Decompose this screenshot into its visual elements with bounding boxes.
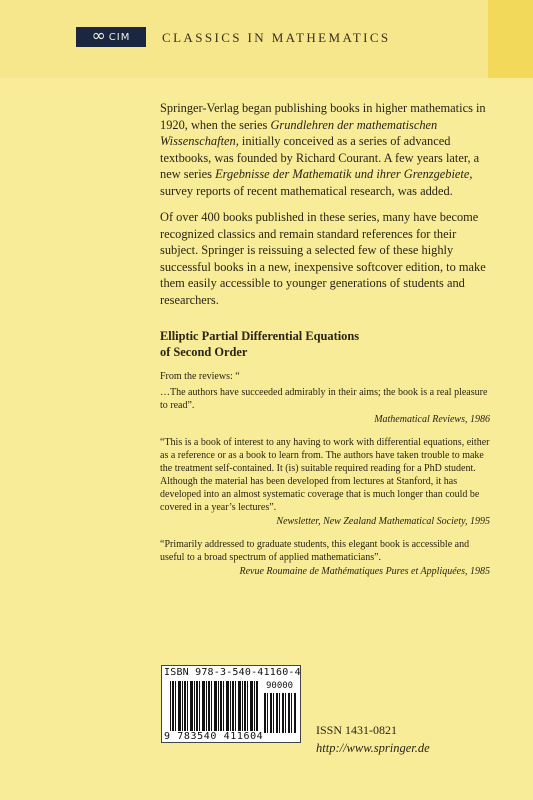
series-name: Ergebnisse der Mathematik und ihrer Grenzgebiete, [215,167,473,181]
barcode-ean-digits: 9 783540 411604 [164,731,264,742]
book-title-line-2: of Second Order [160,345,248,359]
cover-edge-strip [488,0,533,78]
intro-text-segment: initially conceived as a series of advanced textbooks, was founded by Richard Courant. A few years later, a new series [160,134,480,181]
barcode-addon-bars [264,693,296,733]
series-name: Grundlehren der mathematischen Wissenschaften, [160,117,438,148]
review-item [160,538,490,578]
back-cover-content [160,100,490,588]
review-text: “Primarily addressed to graduate students, this elegant book is accessible and useful to a broad spectrum of applied mathematicians”. [160,539,470,563]
review-source: Mathematical Reviews, 1986 [374,414,490,425]
logo-text: CIM [108,31,131,43]
review-text: …The authors have succeeded admirably in their aims; the book is a real pleasure to read”. [160,387,488,411]
intro-text-segment: Springer-Verlag began publishing books in higher mathematics in 1920, when the series [160,101,486,132]
book-title-line-1: Elliptic Partial Differential Equations [160,329,360,343]
website-link[interactable]: http://www.springer.de [316,741,430,755]
reviews-intro: From the reviews: “ [160,371,240,382]
issn-label: ISSN 1431-0821 [316,723,398,737]
review-source: Newsletter, New Zealand Mathematical Society, 1995 [276,516,490,527]
intro-text-segment: survey reports of recent mathematical research, was added. [160,183,453,198]
intro-paragraph-1 [160,100,490,199]
barcode-addon-digits: 90000 [266,681,294,691]
review-source: Revue Roumaine de Mathématiques Pures et Appliquées, 1985 [239,566,490,577]
series-title: CLASSICS IN MATHEMATICS [162,30,391,45]
infinity-icon: ∞ [91,25,106,46]
review-item [160,436,490,528]
book-title [160,328,490,360]
review-item [160,386,490,426]
intro-section [160,100,490,308]
barcode-bars [170,681,258,731]
cim-logo [76,27,146,47]
review-text: “This is a book of interest to any having to work with differential equations, either as a reference or as a book to learn from. The authors have taken trouble to make the treatment self-contained. It (is) suitable required reading for a PhD student. Although the material has been developed from lectures at Stanford, it has developed into an almost systematic coverage that is much longer than could be covered in a year’s lectures”. [160,437,490,513]
intro-paragraph-2: Of over 400 books published in these series, many have become recognized classics and remain standard references for their subject. Springer is reissuing a selected few of these highly successful books in a new, inexpensive softcover edition, to make them easily accessible to younger generations of students and researchers. [160,210,486,307]
isbn-label: ISBN 978-3-540-41160-4 [164,667,301,678]
